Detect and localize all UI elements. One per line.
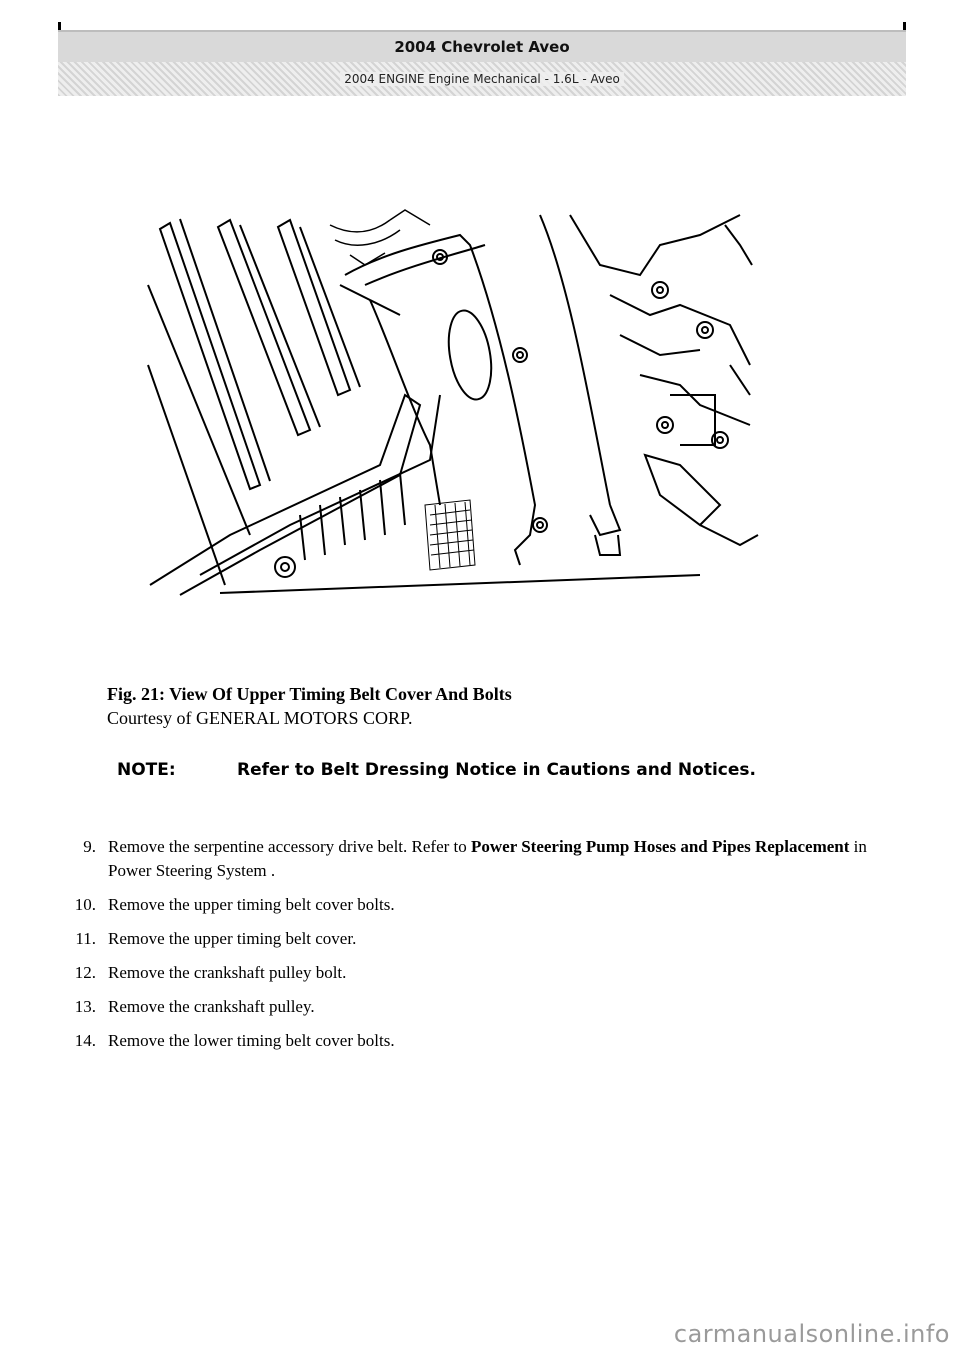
step-13 xyxy=(60,995,890,1019)
step-text: Remove the crankshaft pulley. xyxy=(108,997,315,1016)
header-title-bar xyxy=(58,30,906,62)
document-subtitle: 2004 ENGINE Engine Mechanical - 1.6L - Aveo xyxy=(340,72,624,86)
figure-caption-title: Fig. 21: View Of Upper Timing Belt Cover And Bolts xyxy=(107,684,512,704)
step-text-suffix: in Power Steering System . xyxy=(108,837,867,880)
step-number: 10. xyxy=(74,895,96,914)
step-number: 9. xyxy=(83,837,96,856)
timing-belt-cover-illustration xyxy=(140,205,760,605)
step-text: Remove the upper timing belt cover bolts. xyxy=(108,895,395,914)
manifold-frame xyxy=(150,395,700,595)
step-14 xyxy=(60,1029,890,1053)
document-title: 2004 Chevrolet Aveo xyxy=(394,38,570,56)
figure-caption-credit: Courtesy of GENERAL MOTORS CORP. xyxy=(107,708,413,728)
step-text: Remove the serpentine accessory drive belt. Refer to xyxy=(108,837,472,856)
step-number: 13. xyxy=(74,997,96,1016)
step-number: 11. xyxy=(75,929,96,948)
step-number: 12. xyxy=(74,963,96,982)
step-12 xyxy=(60,961,890,985)
step-9 xyxy=(60,835,890,883)
upper-timing-belt-cover xyxy=(345,215,620,565)
step-text: Remove the crankshaft pulley bolt. xyxy=(108,963,347,982)
step-text: Remove the upper timing belt cover. xyxy=(108,929,357,948)
procedure-link[interactable]: Power Steering Pump Hoses and Pipes Replacement xyxy=(471,837,850,856)
note-label: NOTE: xyxy=(117,760,176,780)
watermark: carmanualsonline.info xyxy=(673,1320,950,1348)
note-text: Refer to Belt Dressing Notice in Cautions and Notices. xyxy=(237,760,756,780)
step-text: Remove the lower timing belt cover bolts. xyxy=(108,1031,395,1050)
step-11 xyxy=(60,927,890,951)
intake-runners xyxy=(148,219,400,585)
header-subtitle-bar xyxy=(58,62,906,96)
step-10 xyxy=(60,893,890,917)
hatched-region xyxy=(425,500,475,570)
hose-lines xyxy=(330,210,430,265)
procedure-steps xyxy=(60,835,890,1063)
engine-block-detail xyxy=(570,215,758,545)
step-number: 14. xyxy=(74,1031,96,1050)
figure-caption xyxy=(107,682,512,730)
